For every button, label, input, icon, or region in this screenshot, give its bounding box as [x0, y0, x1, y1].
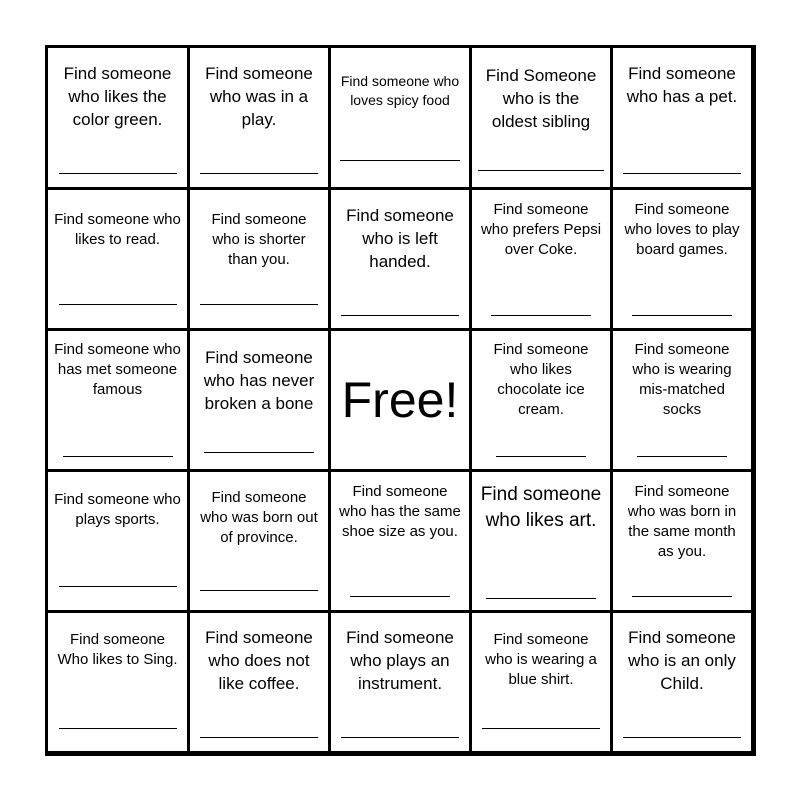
square-prompt: Find someone who is wearing mis-matched socks [632, 341, 732, 418]
bingo-square [331, 190, 469, 328]
signature-line[interactable] [59, 304, 177, 305]
bingo-square [472, 472, 610, 610]
signature-line[interactable] [637, 456, 727, 457]
bingo-square [472, 48, 610, 187]
bingo-square [613, 190, 751, 328]
signature-line[interactable] [59, 586, 177, 587]
square-prompt: Find someone who was born out of province. [200, 489, 318, 546]
square-prompt: Find someone who likes chocolate ice cream. [493, 341, 589, 418]
bingo-square [48, 48, 187, 187]
bingo-square [613, 613, 751, 751]
bingo-square [472, 331, 610, 469]
signature-line[interactable] [491, 315, 591, 316]
square-prompt: Find someone who has a pet. [626, 64, 738, 106]
signature-line[interactable] [482, 728, 600, 729]
bingo-square [48, 613, 187, 751]
signature-line[interactable] [341, 737, 459, 738]
square-prompt: Find someone who is shorter than you. [211, 211, 307, 268]
signature-line[interactable] [59, 728, 177, 729]
bingo-square [613, 472, 751, 610]
square-prompt: Find someone who loves spicy food [340, 73, 460, 108]
signature-line[interactable] [486, 598, 596, 599]
signature-line[interactable] [200, 173, 318, 174]
signature-line[interactable] [632, 315, 732, 316]
signature-line[interactable] [341, 315, 459, 316]
bingo-square [190, 331, 328, 469]
square-prompt: Find someone who has never broken a bone [203, 348, 315, 413]
signature-line[interactable] [200, 590, 318, 591]
signature-line[interactable] [623, 173, 741, 174]
bingo-square [331, 331, 469, 469]
square-prompt: Find someone who has met someone famous [54, 341, 181, 398]
square-prompt: Find someone Who likes to Sing. [57, 631, 178, 668]
bingo-square [190, 190, 328, 328]
bingo-square [331, 613, 469, 751]
bingo-board [45, 45, 756, 756]
signature-line[interactable] [200, 737, 318, 738]
signature-line[interactable] [496, 456, 586, 457]
bingo-square [613, 48, 751, 187]
bingo-square [190, 613, 328, 751]
bingo-square [190, 472, 328, 610]
square-prompt: Find someone who was born in the same month as you. [627, 483, 737, 560]
square-prompt: Find someone who has the same shoe size as you. [339, 483, 461, 540]
square-prompt: Find someone who is wearing a blue shirt. [485, 631, 597, 688]
bingo-square [190, 48, 328, 187]
bingo-square [331, 472, 469, 610]
square-prompt: Find someone who prefers Pepsi over Coke. [480, 201, 602, 258]
signature-line[interactable] [623, 737, 741, 738]
bingo-square [48, 190, 187, 328]
free-space-label: Free! [341, 372, 459, 428]
signature-line[interactable] [632, 596, 732, 597]
square-prompt: Find someone who plays sports. [54, 491, 181, 528]
square-prompt: Find someone who was in a play. [205, 64, 313, 129]
signature-line[interactable] [350, 596, 450, 597]
square-prompt: Find someone who plays an instrument. [346, 628, 454, 693]
signature-line[interactable] [478, 170, 604, 171]
signature-line[interactable] [340, 160, 460, 161]
square-prompt: Find someone who likes art. [480, 484, 602, 531]
square-prompt: Find someone who loves to play board games. [624, 201, 740, 258]
bingo-square [48, 472, 187, 610]
square-prompt: Find someone who likes the color green. [63, 64, 172, 129]
bingo-square [48, 331, 187, 469]
square-prompt: Find someone who likes to read. [54, 211, 181, 248]
signature-line[interactable] [200, 304, 318, 305]
square-prompt: Find someone who is an only Child. [628, 628, 736, 693]
bingo-square [472, 190, 610, 328]
square-prompt: Find someone who is left handed. [346, 206, 454, 271]
square-prompt: Find Someone who is the oldest sibling [485, 66, 597, 131]
bingo-square [613, 331, 751, 469]
signature-line[interactable] [204, 452, 314, 453]
square-prompt: Find someone who does not like coffee. [205, 628, 313, 693]
signature-line[interactable] [63, 456, 173, 457]
bingo-square [472, 613, 610, 751]
bingo-square [331, 48, 469, 187]
signature-line[interactable] [59, 173, 177, 174]
